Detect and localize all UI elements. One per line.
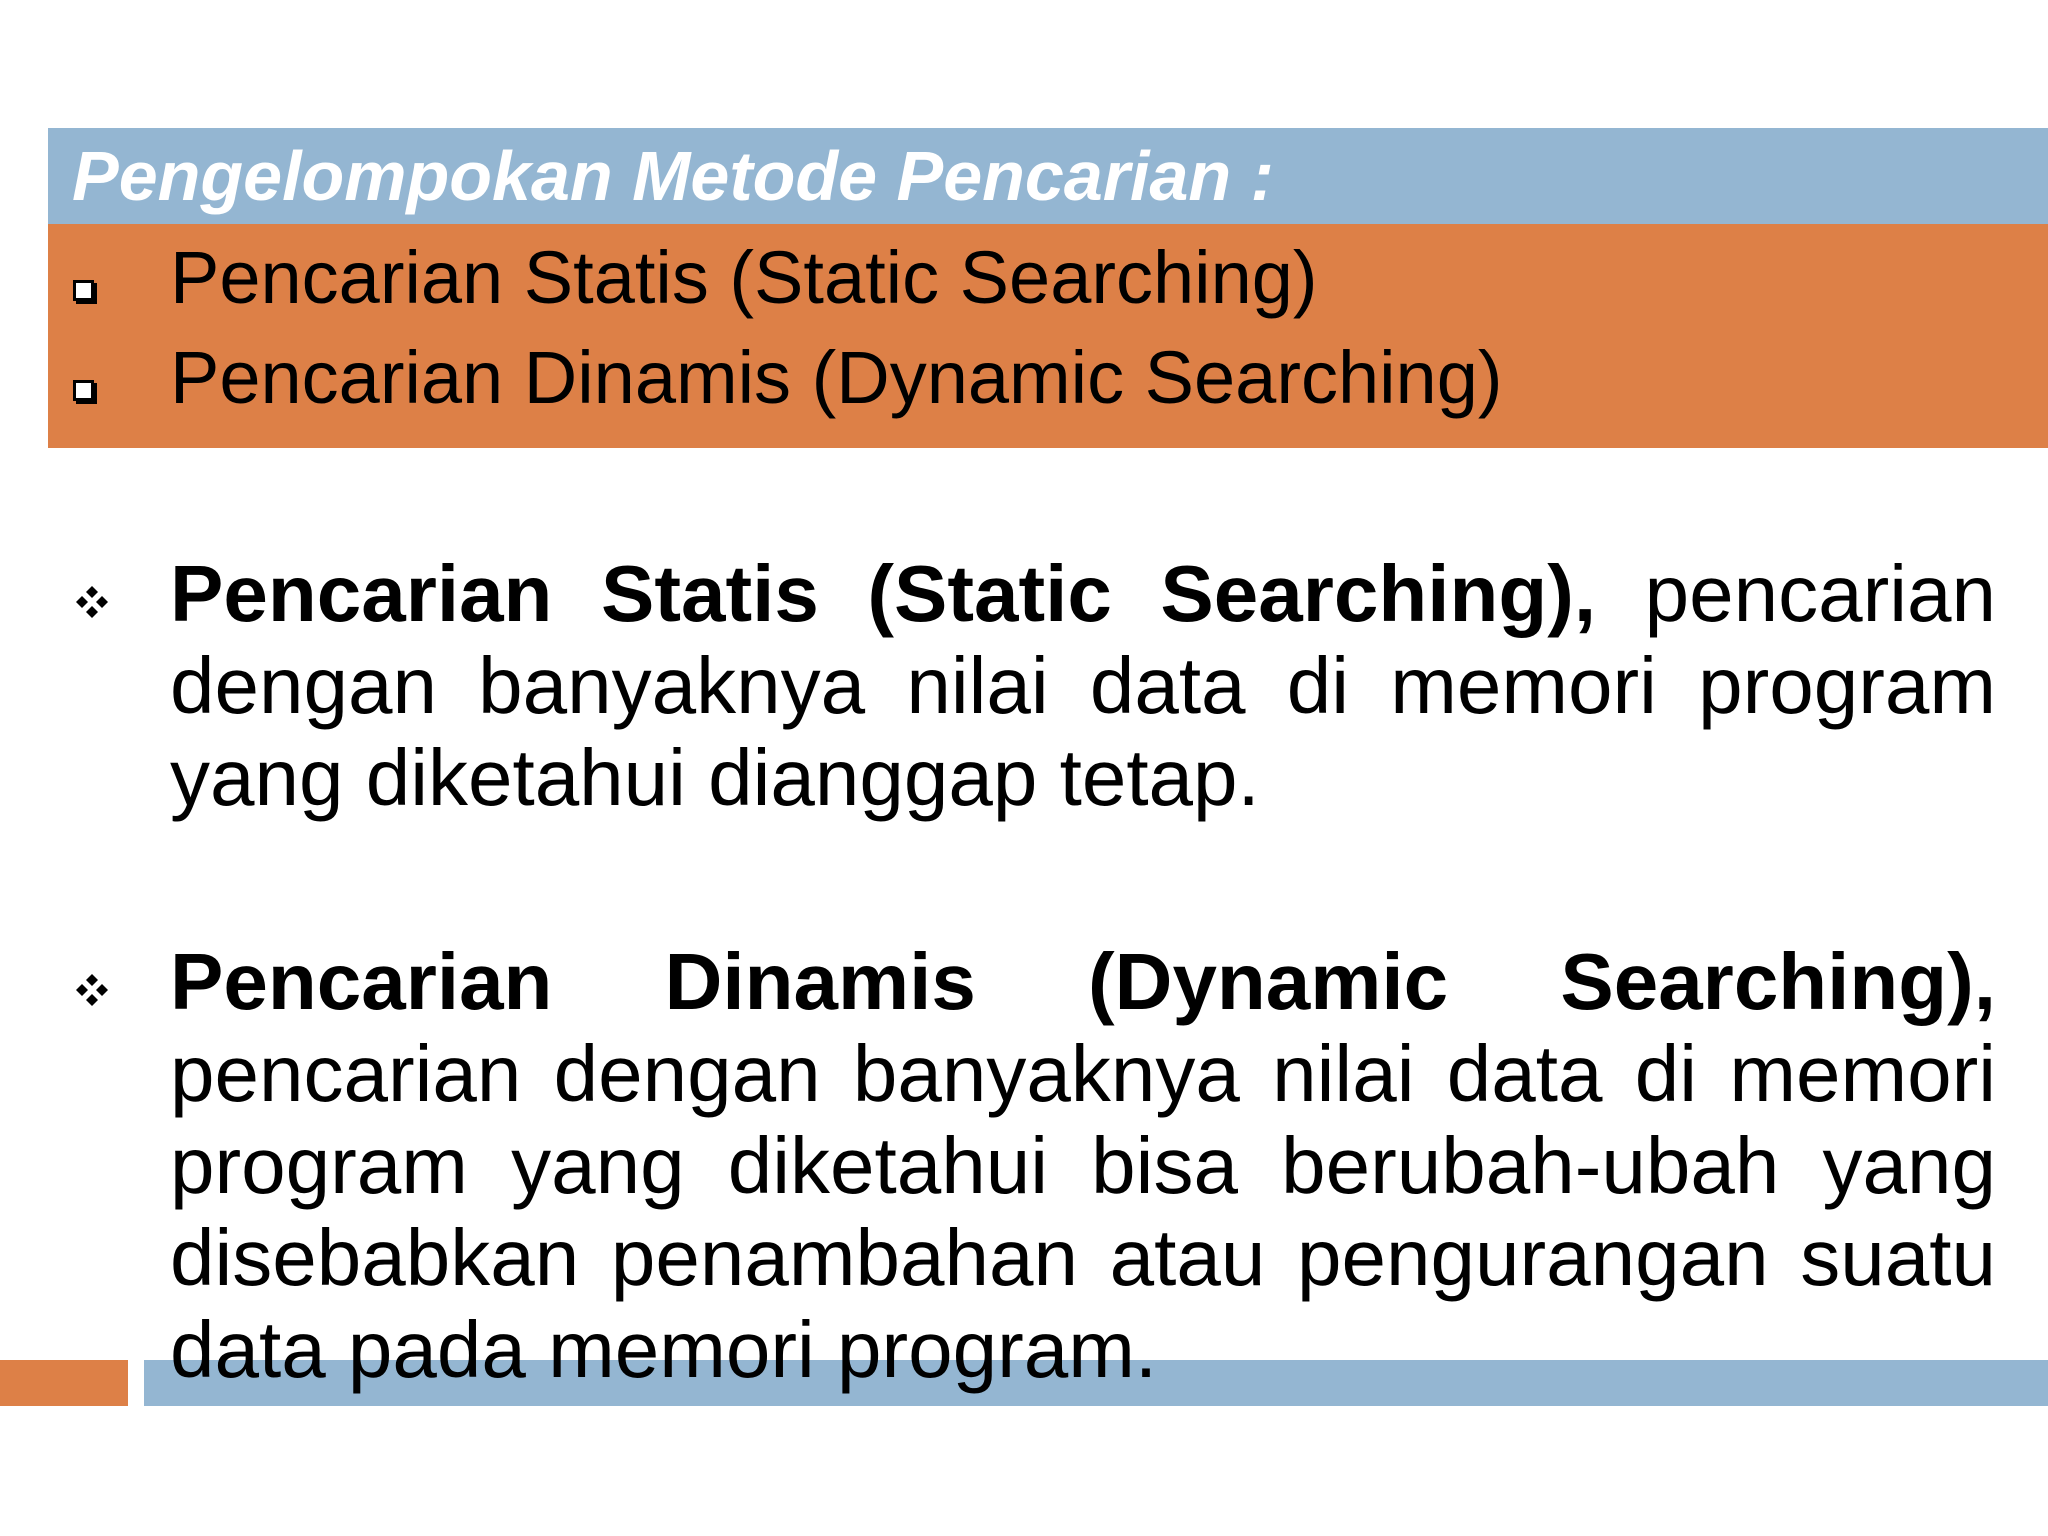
- group-item-label: Pencarian Statis (Static Searching): [170, 236, 1318, 319]
- slide-title: Pengelompokan Metode Pencarian :: [72, 137, 1274, 215]
- square-bullet-icon: [73, 280, 94, 301]
- square-bullet-icon: [73, 380, 94, 401]
- four-diamond-bullet-icon: [72, 582, 112, 622]
- group-item-dynamic: [48, 330, 2028, 430]
- four-diamond-bullet-icon: [72, 970, 112, 1010]
- definition-paragraph: [170, 936, 1996, 1396]
- definition-paragraph: [170, 548, 1996, 824]
- group-item-static: [48, 230, 2028, 330]
- definition-body: pencarian dengan banyaknya nilai data di memori program yang diketahui bisa berubah-ubah yang disebabkan penambahan atau pengurangan suatu data pada memori program.: [170, 1029, 1996, 1394]
- definition-term: Pencarian Dinamis (Dynamic Searching),: [170, 937, 1996, 1026]
- definition-body: pencarian dengan banyaknya nilai data di memori program yang diketahui dianggap tetap.: [170, 549, 1997, 822]
- definition-term: Pencarian Statis (Static Searching),: [170, 549, 1597, 638]
- footer-accent-orange: [0, 1360, 128, 1406]
- group-item-label: Pencarian Dinamis (Dynamic Searching): [170, 336, 1503, 419]
